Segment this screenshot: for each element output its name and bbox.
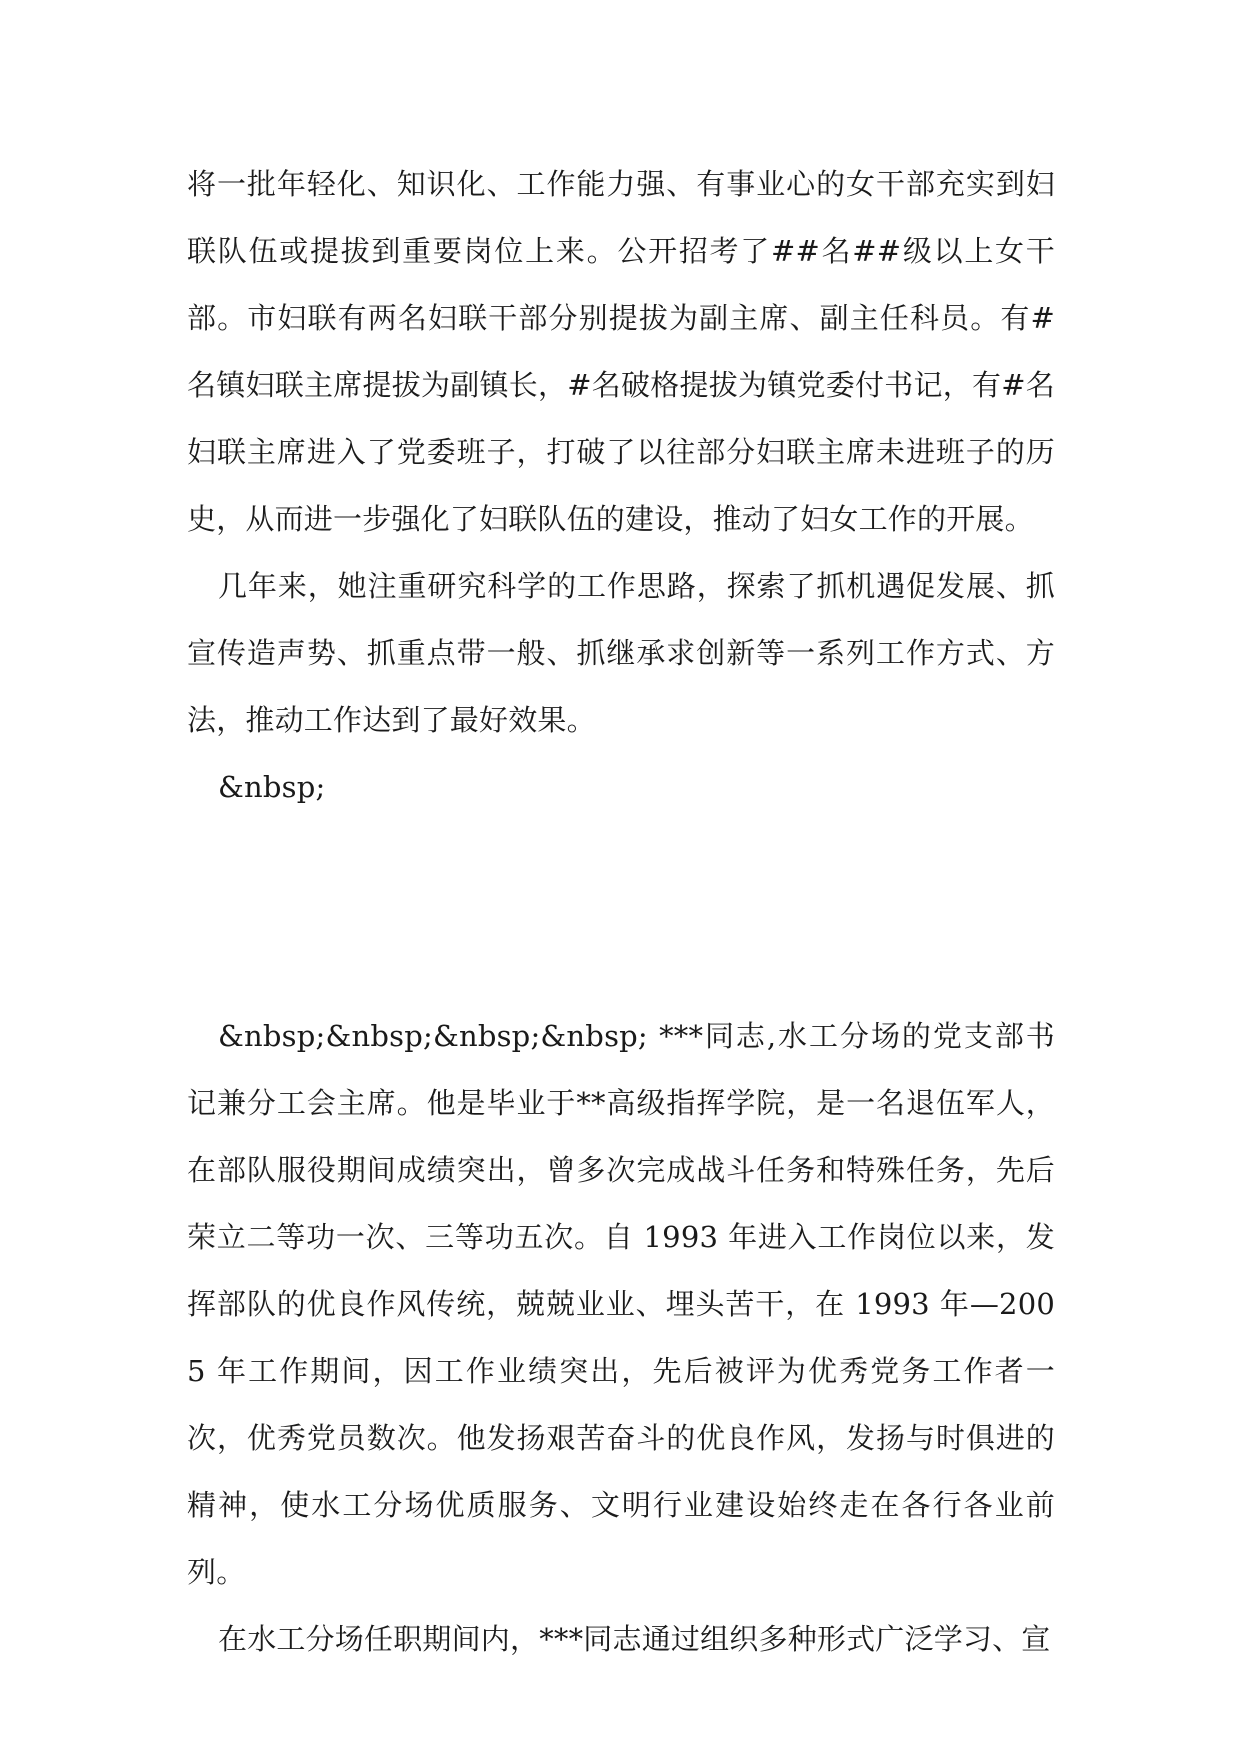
paragraph-nbsp-placeholder: &nbsp;: [218, 770, 326, 804]
text-section-womens-federation: [187, 151, 1055, 821]
text-section-water-branch: [187, 1003, 1055, 1673]
paragraph-party-secretary-profile: &nbsp;&nbsp;&nbsp;&nbsp; ***同志,水工分场的党支部书记兼分工会主席。他是毕业于**高级指挥学院，是一名退伍军人，在部队服役期间成绩突出，曾多次完成战斗任务和特殊任务，先后荣立二等功一次、三等功五次。自 1993 年进入工作岗位以来，发挥部队的优良作风传统，兢兢业业、埋头苦干，在 1993 年—2005 年工作期间，因工作业绩突出，先后被评为优秀党务工作者一次，优秀党员数次。他发扬艰苦奋斗的优良作风，发扬与时俱进的精神，使水工分场优质服务、文明行业建设始终走在各行各业前列。: [187, 1019, 1055, 1589]
paragraph-work-methods: 几年来，她注重研究科学的工作思路，探索了抓机遇促发展、抓宣传造声势、抓重点带一般、抓继承求创新等一系列工作方式、方法，推动工作达到了最好效果。: [187, 569, 1055, 737]
paragraph-cadre-promotion: 将一批年轻化、知识化、工作能力强、有事业心的女干部充实到妇联队伍或提拔到重要岗位上来。公开招考了##名##级以上女干部。市妇联有两名妇联干部分别提拔为副主席、副主任科员。有#名镇妇联主席提拔为副镇长，#名破格提拔为镇党委付书记，有#名妇联主席进入了党委班子，打破了以往部分妇联主席未进班子的历史，从而进一步强化了妇联队伍的建设，推动了妇女工作的开展。: [187, 167, 1055, 536]
paragraph-study-activities: 在水工分场任职期间内，***同志通过组织多种形式广泛学习、宣: [218, 1622, 1051, 1656]
